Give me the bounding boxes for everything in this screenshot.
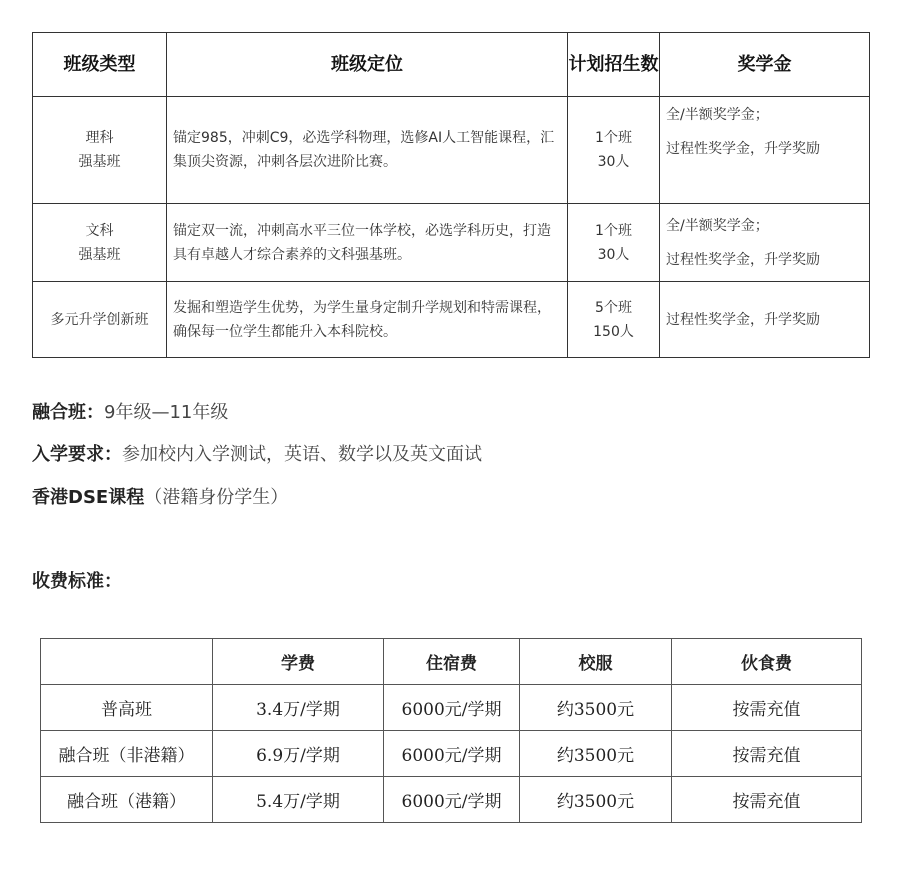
header-class-position: 班级定位	[167, 33, 568, 97]
fee-header-tuition: 学费	[213, 639, 384, 685]
class-type-line: 强基班	[78, 246, 121, 263]
class-type-cell: 多元升学创新班	[33, 282, 167, 358]
class-type-line: 文科	[85, 222, 114, 239]
dse-label: 香港DSE课程	[32, 487, 145, 508]
enrollment-line: 30人	[597, 246, 630, 263]
fusion-class-label: 融合班：	[32, 402, 104, 423]
fee-tuition: 5.4万/学期	[213, 777, 384, 823]
fee-class-name: 普高班	[41, 685, 213, 731]
header-class-type: 班级类型	[33, 33, 167, 97]
table-row	[33, 97, 870, 204]
dse-info	[32, 483, 288, 509]
fee-header-uniform: 校服	[520, 639, 672, 685]
scholarship-cell	[660, 204, 870, 282]
enrollment-cell	[568, 204, 660, 282]
fee-tuition: 6.9万/学期	[213, 731, 384, 777]
enrollment-cell	[568, 282, 660, 358]
class-type-line: 强基班	[78, 154, 121, 170]
table-row	[41, 685, 862, 731]
fee-class-name: 融合班（港籍）	[41, 777, 213, 823]
fee-table	[40, 638, 862, 823]
class-position-cell: 发掘和塑造学生优势，为学生量身定制升学规划和特需课程，确保每一位学生都能升入本科院校。	[167, 282, 568, 358]
fee-meals: 按需充值	[672, 777, 862, 823]
fee-header-empty	[41, 639, 213, 685]
enrollment-line: 30人	[597, 154, 630, 170]
fee-header-boarding: 住宿费	[384, 639, 520, 685]
fee-tuition: 3.4万/学期	[213, 685, 384, 731]
scholarship-line: 过程性奖学金，升学奖励	[666, 251, 820, 268]
class-type-cell	[33, 204, 167, 282]
admission-value: 参加校内入学测试，英语、数学以及英文面试	[122, 444, 482, 465]
program-table	[32, 32, 870, 358]
fee-uniform: 约3500元	[520, 685, 672, 731]
table-row	[41, 731, 862, 777]
table-row	[33, 204, 870, 282]
scholarship-cell	[660, 97, 870, 204]
admission-label: 入学要求：	[32, 444, 122, 465]
enrollment-cell	[568, 97, 660, 204]
dse-value: （港籍身份学生）	[144, 487, 289, 508]
enrollment-line: 5个班	[595, 299, 632, 316]
fee-section-title: 收费标准：	[32, 571, 122, 592]
fusion-class-value: 9年级—11年级	[104, 402, 229, 423]
scholarship-line: 过程性奖学金，升学奖励	[666, 141, 820, 157]
scholarship-cell: 过程性奖学金，升学奖励	[660, 282, 870, 358]
fee-boarding: 6000元/学期	[384, 777, 520, 823]
table-row	[41, 777, 862, 823]
fusion-class-info	[32, 398, 228, 424]
fee-boarding: 6000元/学期	[384, 685, 520, 731]
header-scholarship: 奖学金	[660, 33, 870, 97]
fee-class-name: 融合班（非港籍）	[41, 731, 213, 777]
fee-header-meals: 伙食费	[672, 639, 862, 685]
fee-meals: 按需充值	[672, 731, 862, 777]
class-type-line: 理科	[85, 130, 114, 146]
admission-info	[32, 440, 482, 466]
class-type-cell	[33, 97, 167, 204]
class-position-cell: 锚定双一流，冲刺高水平三位一体学校，必选学科历史，打造具有卓越人才综合素养的文科强基班。	[167, 204, 568, 282]
enrollment-line: 150人	[593, 323, 634, 340]
enrollment-line: 1个班	[595, 130, 632, 146]
enrollment-line: 1个班	[595, 222, 632, 239]
fee-meals: 按需充值	[672, 685, 862, 731]
header-enrollment: 计划招生数	[568, 33, 660, 97]
fee-boarding: 6000元/学期	[384, 731, 520, 777]
scholarship-line: 全/半额奖学金；	[666, 107, 769, 123]
table-row	[33, 282, 870, 358]
class-position-cell: 锚定985，冲刺C9，必选学科物理，选修AI人工智能课程，汇集顶尖资源，冲刺各层次进阶比赛。	[167, 97, 568, 204]
fee-uniform: 约3500元	[520, 731, 672, 777]
scholarship-line: 全/半额奖学金；	[666, 217, 769, 234]
fee-uniform: 约3500元	[520, 777, 672, 823]
